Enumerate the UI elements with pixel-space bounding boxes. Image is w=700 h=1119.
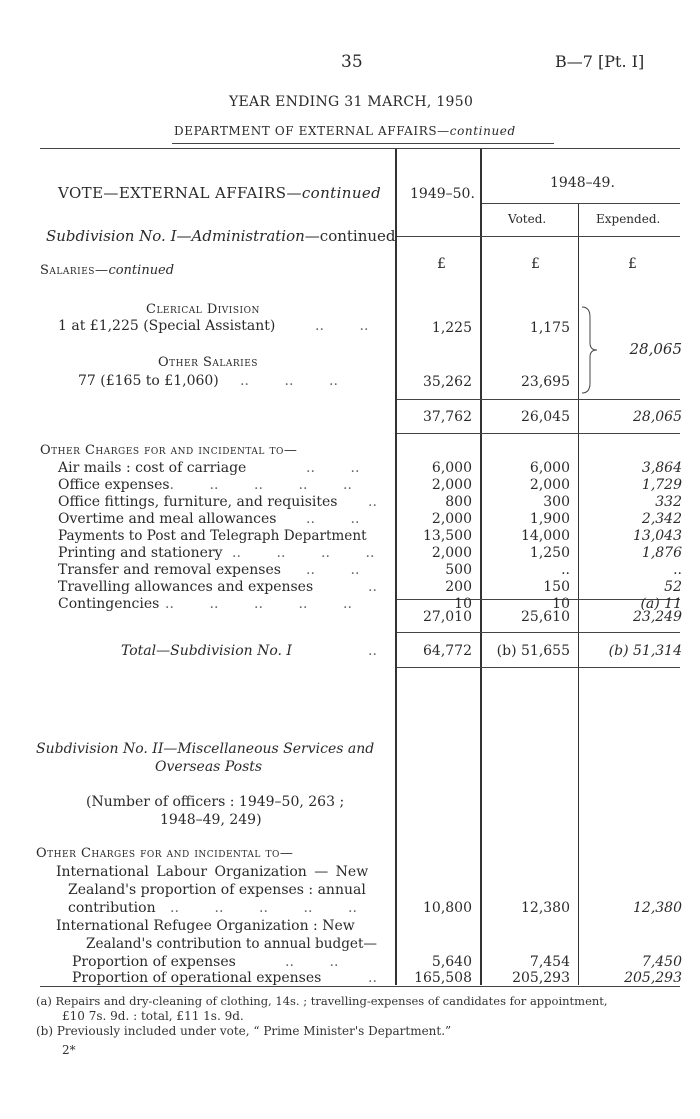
charges-total-1949: 27,010	[423, 609, 472, 625]
subdivision-1-heading-continued: —continued	[304, 227, 396, 245]
subheader-rule	[482, 203, 680, 204]
iro-sub2-label: Proportion of operational expenses	[72, 970, 322, 986]
charges-total-voted: 25,610	[521, 609, 570, 625]
ilo-line2: Zealand's proportion of expenses : annual	[68, 882, 366, 898]
vote-title-continued: continued	[301, 184, 382, 202]
department-title-text: DEPARTMENT OF EXTERNAL AFFAIRS—	[174, 124, 450, 138]
footnote-a-line1: (a) Repairs and dry-cleaning of clothing, 14s. ; travelling-expenses of candidates for appointment,	[36, 994, 608, 1008]
dots: ..	[368, 579, 377, 595]
header-bottom-rule	[397, 236, 680, 237]
column-rule-2	[480, 149, 482, 985]
subdivision-2-heading-line1: Subdivision No. II—Miscellaneous Services and	[36, 741, 375, 757]
footnote-b: (b) Previously included under vote, “ Prime Minister's Department.”	[36, 1024, 452, 1038]
item-expended: 332	[655, 494, 682, 510]
clerical-division-heading: Clerical Division	[146, 302, 260, 317]
item-label: Air mails : cost of carriage	[58, 460, 247, 476]
ilo-voted: 12,380	[521, 900, 570, 916]
item-expended: 2,342	[641, 511, 682, 527]
currency-1949: £	[437, 256, 446, 272]
currency-voted: £	[531, 256, 540, 272]
dots: .. .. .. .. ..	[165, 477, 352, 493]
footnote-a-line2: £10 7s. 9d. : total, £11 1s. 9d.	[62, 1009, 244, 1023]
salaries-expended: 28,065	[629, 340, 682, 358]
item-label: Payments to Post and Telegraph Department	[58, 528, 367, 544]
other-salaries-line: 77 (£165 to £1,060)	[78, 373, 219, 389]
dots: .. ..	[285, 954, 339, 970]
salaries-subtotal-rule-bottom	[397, 433, 680, 434]
salaries-total-voted: 26,045	[521, 409, 570, 425]
salaries-heading	[40, 263, 174, 278]
header-rule-short	[172, 143, 554, 144]
iro-sub1-expended: 7,450	[641, 954, 682, 970]
brace-bracket	[580, 305, 598, 395]
total-rule	[397, 667, 680, 668]
total-subdivision-1-expended: (b) 51,314	[608, 643, 682, 659]
currency-expended: £	[628, 256, 637, 272]
iro-sub1-label: Proportion of expenses	[72, 954, 236, 970]
item-label: Contingencies	[58, 596, 160, 612]
item-1949: 13,500	[423, 528, 472, 544]
ilo-1949: 10,800	[423, 900, 472, 916]
ilo-line1: International Labour Organization — New	[56, 864, 369, 880]
item-label: Travelling allowances and expenses	[58, 579, 314, 595]
item-1949: 800	[445, 494, 472, 510]
dots: .. .. ..	[240, 373, 338, 389]
vote-title-text: VOTE—EXTERNAL AFFAIRS—	[58, 184, 302, 202]
other-salaries-heading: Other Salaries	[158, 355, 258, 370]
item-voted: 300	[543, 494, 570, 510]
dots: .. ..	[315, 318, 369, 334]
year-title: YEAR ENDING 31 MARCH, 1950	[229, 94, 474, 110]
subdivision-2-heading-line2: Overseas Posts	[155, 759, 263, 775]
dots: .. ..	[306, 460, 360, 476]
column-voted: Voted.	[508, 212, 547, 226]
page-number: 35	[341, 52, 363, 72]
charges-total-expended: 23,249	[633, 609, 682, 625]
item-voted: 1,900	[529, 511, 570, 527]
item-voted: 1,250	[529, 545, 570, 561]
item-voted: 6,000	[529, 460, 570, 476]
officers-line1: (Number of officers : 1949–50, 263 ;	[86, 794, 345, 810]
item-expended: 1,729	[641, 477, 682, 493]
item-expended: 3,864	[641, 460, 682, 476]
dots: ..	[368, 643, 377, 659]
iro-line1: International Refugee Organization : New	[56, 918, 355, 934]
item-1949: 2,000	[431, 477, 472, 493]
item-1949: 200	[445, 579, 472, 595]
item-voted: 2,000	[529, 477, 570, 493]
ilo-expended: 12,380	[633, 900, 682, 916]
item-voted: 10	[552, 596, 570, 612]
iro-sub1-1949: 5,640	[431, 954, 472, 970]
other-salaries-voted: 23,695	[521, 374, 570, 390]
column-rule-main	[395, 149, 397, 985]
dots: .. ..	[306, 562, 360, 578]
item-voted: 14,000	[521, 528, 570, 544]
total-subdivision-1-1949: 64,772	[423, 643, 472, 659]
total-subdivision-1-label: Total—Subdivision No. I	[121, 643, 292, 659]
ilo-line3: contribution	[68, 900, 156, 916]
document-reference: B—7 [Pt. I]	[555, 52, 645, 71]
salaries-total-1949: 37,762	[423, 409, 472, 425]
subdivision-1-heading	[46, 227, 396, 245]
item-1949: 6,000	[431, 460, 472, 476]
item-voted: ..	[561, 562, 570, 578]
dots: ..	[368, 970, 377, 986]
column-expended: Expended.	[596, 212, 661, 226]
clerical-1949: 1,225	[431, 320, 472, 336]
item-label: Overtime and meal allowances	[58, 511, 277, 527]
column-1949-50: 1949–50.	[410, 186, 475, 202]
item-expended: 13,043	[633, 528, 682, 544]
item-label: Office expenses	[58, 477, 170, 493]
vote-title	[58, 184, 381, 202]
dots: ..	[368, 494, 377, 510]
salaries-heading-continued: continued	[108, 263, 175, 278]
item-label: Printing and stationery	[58, 545, 223, 561]
charges-subtotal-rule-top	[397, 599, 680, 600]
item-label: Office fittings, furniture, and requisites	[58, 494, 338, 510]
other-charges-heading-1: Other Charges for and incidental to—	[40, 443, 298, 458]
dots: .. .. .. .. ..	[165, 596, 352, 612]
department-continued: continued	[449, 124, 516, 138]
item-1949: 2,000	[431, 545, 472, 561]
other-charges-heading-2: Other Charges for and incidental to—	[36, 846, 294, 861]
signature-mark: 2*	[62, 1043, 76, 1057]
item-1949: 2,000	[431, 511, 472, 527]
charges-subtotal-rule-bottom	[397, 632, 680, 633]
salaries-heading-text: Salaries—	[40, 263, 109, 278]
item-expended: 52	[664, 579, 682, 595]
total-subdivision-1-voted: (b) 51,655	[496, 643, 570, 659]
officers-line2: 1948–49, 249)	[160, 812, 262, 828]
subdivision-1-heading-text: Subdivision No. I—Administration	[46, 227, 305, 245]
table-bottom-rule	[40, 986, 680, 987]
item-1949: 500	[445, 562, 472, 578]
item-label: Transfer and removal expenses	[58, 562, 281, 578]
salaries-subtotal-rule-top	[397, 399, 680, 400]
clerical-voted: 1,175	[529, 320, 570, 336]
column-1948-49: 1948–49.	[550, 175, 615, 191]
item-expended: ..	[673, 562, 682, 578]
dots: .. .. .. ..	[232, 545, 375, 561]
other-salaries-1949: 35,262	[423, 374, 472, 390]
iro-sub2-voted: 205,293	[512, 970, 570, 986]
iro-sub2-expended: 205,293	[624, 970, 682, 986]
table-top-rule	[40, 148, 680, 149]
salaries-total-expended: 28,065	[633, 409, 682, 425]
iro-sub2-1949: 165,508	[414, 970, 472, 986]
column-rule-3	[578, 204, 579, 985]
dots: .. .. .. .. ..	[170, 900, 357, 916]
dots: .. ..	[306, 511, 360, 527]
item-1949: 10	[454, 596, 472, 612]
department-title	[174, 124, 516, 138]
clerical-line: 1 at £1,225 (Special Assistant)	[58, 318, 276, 334]
iro-sub1-voted: 7,454	[529, 954, 570, 970]
item-expended: (a) 11	[640, 596, 682, 612]
iro-line2: Zealand's contribution to annual budget—	[86, 936, 377, 952]
item-voted: 150	[543, 579, 570, 595]
item-expended: 1,876	[641, 545, 682, 561]
